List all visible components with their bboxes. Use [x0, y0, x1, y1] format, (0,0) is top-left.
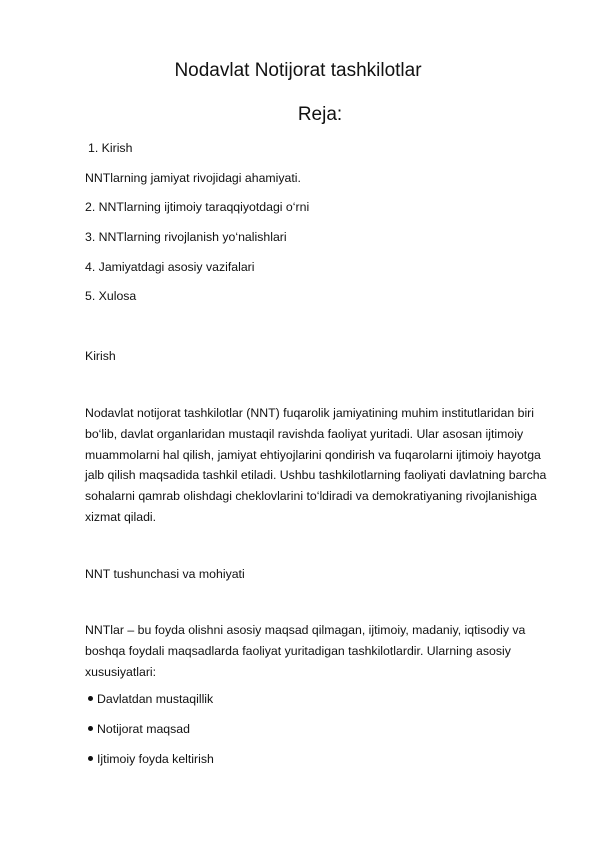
feature-bullet-item [88, 721, 190, 737]
feature-label: Davlatdan mustaqillik [97, 692, 214, 706]
feature-bullet-item [88, 691, 213, 707]
feature-label: Notijorat maqsad [97, 722, 190, 736]
bullet-dot-icon [88, 726, 93, 731]
plan-item: 3. NNTlarning rivojlanish yo‘nalishlari [85, 230, 287, 244]
feature-bullet-item [88, 751, 214, 767]
plan-heading: Reja: [297, 104, 343, 125]
bullet-dot-icon [88, 696, 93, 701]
concept-paragraph: NNTlar – bu foyda olishni asosiy maqsad qilmagan, ijtimoiy, madaniy, iqtisodiy va boshqa foydali maqsadlarda faoliyat yuritadigan tashkilotlardir. Ularning asosiy xususiyatlari: [85, 623, 526, 679]
plan-item: 1. Kirish [88, 141, 133, 155]
intro-paragraph: Nodavlat notijorat tashkilotlar (NNT) fuqarolik jamiyatining muhim institutlaridan biri bo‘lib, davlat organlaridan mustaqil ravishda faoliyat yuritadi. Ular asosan ijtimoiy muammolarni hal qilish, jamiyat ehtiyojlarini qondirish va fuqarolarni ijtimoiy hayotga jalb qilish maqsadida tashkil etiladi. Ushbu tashkilotlarning faoliyati davlatning barcha sohalarni qamrab olishdagi cheklovlarini to‘ldiradi va demokratiyaning rivojlanishiga xizmat qiladi. [85, 406, 547, 524]
plan-item: 5. Xulosa [85, 289, 137, 303]
plan-item: NNTlarning jamiyat rivojidagi ahamiyati. [85, 171, 301, 185]
section-heading-concept: NNT tushunchasi va mohiyati [85, 567, 245, 581]
plan-item: 4. Jamiyatdagi asosiy vazifalari [85, 260, 255, 274]
feature-label: Ijtimoiy foyda keltirish [97, 752, 214, 766]
document-title: Nodavlat Notijorat tashkilotlar [174, 60, 422, 81]
section-heading-intro: Kirish [85, 349, 116, 363]
plan-item: 2. NNTlarning ijtimoiy taraqqiyotdagi o‘rni [85, 200, 310, 214]
bullet-dot-icon [88, 756, 93, 761]
